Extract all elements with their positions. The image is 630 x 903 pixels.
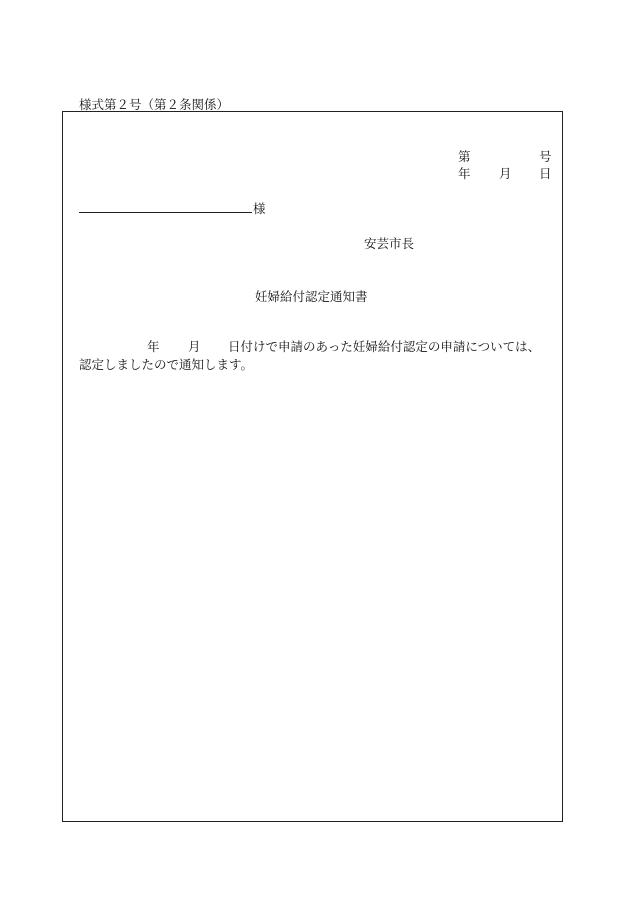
addressee-honorific: 様 xyxy=(253,201,266,216)
issue-date-year: 年 xyxy=(458,166,471,181)
addressee-name-line xyxy=(79,212,252,213)
body-date-month: 月 xyxy=(188,339,201,354)
body-text-line1: 日付けで申請のあった妊婦給付認定の申請については、 xyxy=(228,339,541,354)
body-text-line2: 認定しましたので通知します。 xyxy=(79,357,254,372)
document-frame xyxy=(62,111,563,822)
document-number-suffix: 号 xyxy=(539,149,552,164)
document-number-prefix: 第 xyxy=(458,149,471,164)
issue-date-day: 日 xyxy=(539,166,552,181)
sender-name: 安芸市長 xyxy=(364,236,415,251)
document-title: 妊婦給付認定通知書 xyxy=(255,289,368,304)
form-number-label: 様式第２号（第２条関係） xyxy=(79,97,230,112)
body-date-year: 年 xyxy=(147,339,160,354)
issue-date-month: 月 xyxy=(499,166,512,181)
